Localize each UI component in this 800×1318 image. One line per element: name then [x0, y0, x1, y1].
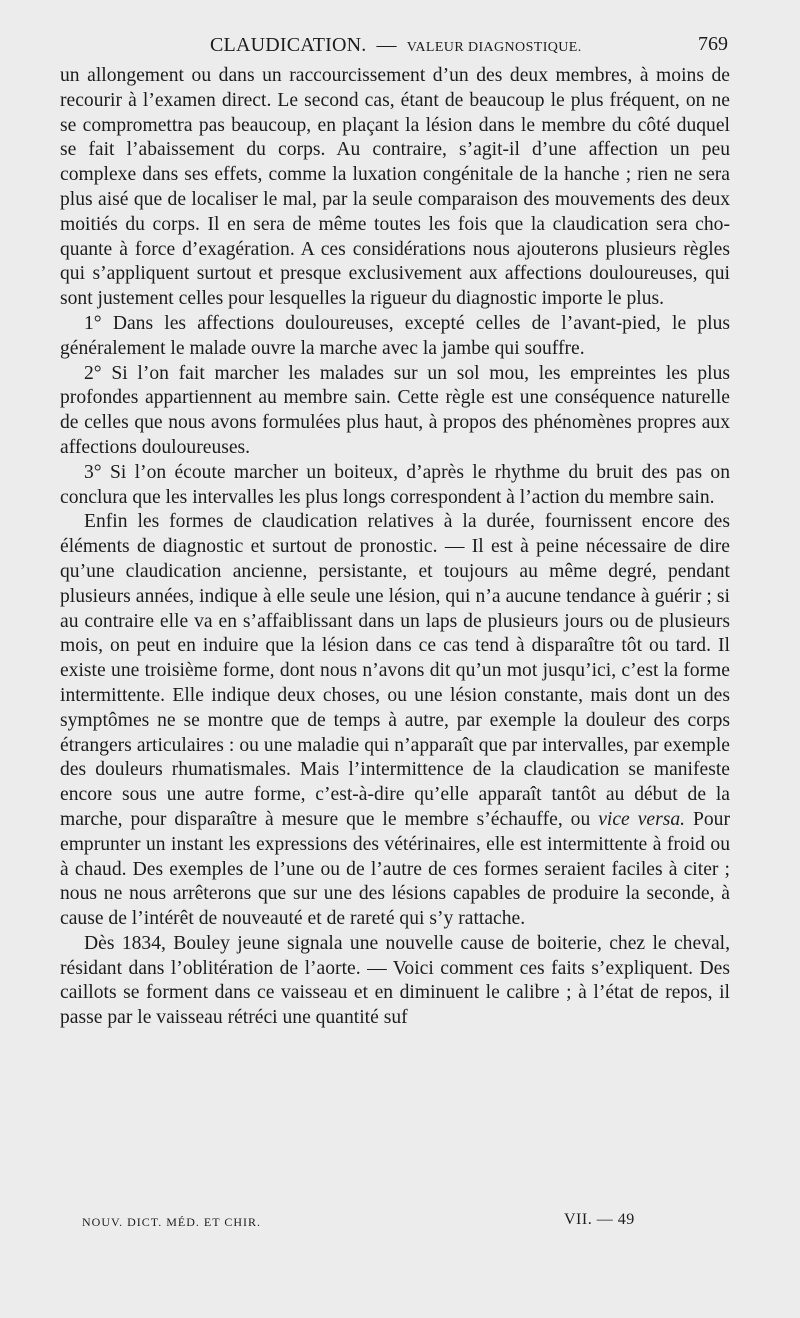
running-header: [60, 30, 730, 60]
paragraph-1: un allongement ou dans un raccourcissement d’un des deux membres, à moins de recourir à l’examen direct. Le second cas, étant de beaucoup le plus fréquent, on ne se compromettra pas beaucoup, en plaçant la lésion dans le membre du côté duquel se fait l’abaissement du corps. Au contraire, s’agit-il d’une affection un peu complexe dans ses effets, comme la luxation congénitale de la hanche ; rien ne sera plus aisé que de localiser le mal, par la seule comparaison des mouvements des deux moitiés du corps. Il en sera de même toutes les fois que la claudication sera choquante à force d’exagération. A ces considérations nous ajouterons plusieurs règles qui s’appliquent surtout et presque exclusivement aux affections douloureuses, qui sont justement celles pour lesquelles la rigueur du diagnostic importe le plus.: [60, 65, 730, 310]
running-title-subtitle: VALEUR DIAGNOSTIQUE.: [406, 40, 582, 55]
page-number: 769: [698, 33, 728, 55]
paragraph-5-text: Enfin les formes de claudication relatives à la durée, fournissent encore des éléments de diagnostic et surtout de pronostic. — Il est à peine nécessaire de dire qu’une claudication ancienne, persistante, et toujours au même degré, pendant plusieurs années, indique à elle seule une lésion, qui n’a aucune tendance à guérir ; si au contraire elle va en s’affaiblissant dans un laps de plusieurs jours ou de plusieurs mois, on peut en induire que la lésion dans ce cas tend à disparaître tôt ou tard. Il existe une troisième forme, dont nous n’avons dit qu’un mot jusqu’ici, c’est la forme intermittente. Elle indique deux choses, ou une lésion constante, mais dont un des symptômes ne se montre que de temps à autre, par exemple la douleur des corps étrangers articulaires : ou une maladie qui n’apparaît que par intervalles, par exemple des douleurs rhumatismales. Mais l’intermittence de la claudication se manifeste encore sous une autre forme, c’est-à-dire qu’elle apparaît tantôt au début de la marche, pour disparaître à mesure que le membre s’échauffe, ou: [60, 511, 730, 830]
paragraph-2: 1° Dans les affections douloureuses, excepté celles de l’avant-pied, le plus généralement le malade ouvre la marche avec la jambe qui souffre.: [60, 312, 730, 359]
paragraph-6: Dès 1834, Bouley jeune signala une nouvelle cause de boiterie, chez le cheval, résidant dans l’oblitération de l’aorte. — Voici comment ces faits s’expliquent. Des caillots se forment dans ce vaisseau et en diminuent le calibre ; à l’état de repos, il passe par le vaisseau rétréci une quantité suf: [60, 932, 730, 1029]
body-text: [60, 64, 730, 1031]
paragraph-5-text-after: Pour emprunter un instant les expressions des vétérinaires, elle est intermittente à froid ou à chaud. Des exemples de l’une ou de l’autre de ces formes seraient faciles à citer ; nous ne nous arrêterons que sur une des lésions capables de produire la seconde, à cause de l’intérêt de nouveauté et de rareté qui s’y rattache.: [60, 808, 731, 930]
paragraph-4: 3° Si l’on écoute marcher un boiteux, d’après le rhythme du bruit des pas on conclura que les intervalles les plus longs correspondent à l’action du membre sain.: [60, 461, 730, 508]
paragraph-5: [60, 510, 730, 932]
footer-signature: NOUV. DICT. MÉD. ET CHIR.: [82, 1215, 262, 1229]
running-title-separator: —: [376, 34, 397, 56]
running-title: [210, 34, 582, 57]
footer-volume: VII. — 49: [564, 1211, 635, 1228]
running-title-main: CLAUDICATION.: [210, 34, 367, 56]
paragraph-5-italic: vice versa.: [598, 808, 686, 830]
paragraph-3: 2° Si l’on fait marcher les malades sur un sol mou, les empreintes les plus profondes appartiennent au membre sain. Cette règle est une conséquence naturelle de celles que nous avons formulées plus haut, à propos des phénomènes propres aux affections douloureuses.: [60, 362, 730, 458]
page-footer: [82, 1211, 642, 1235]
